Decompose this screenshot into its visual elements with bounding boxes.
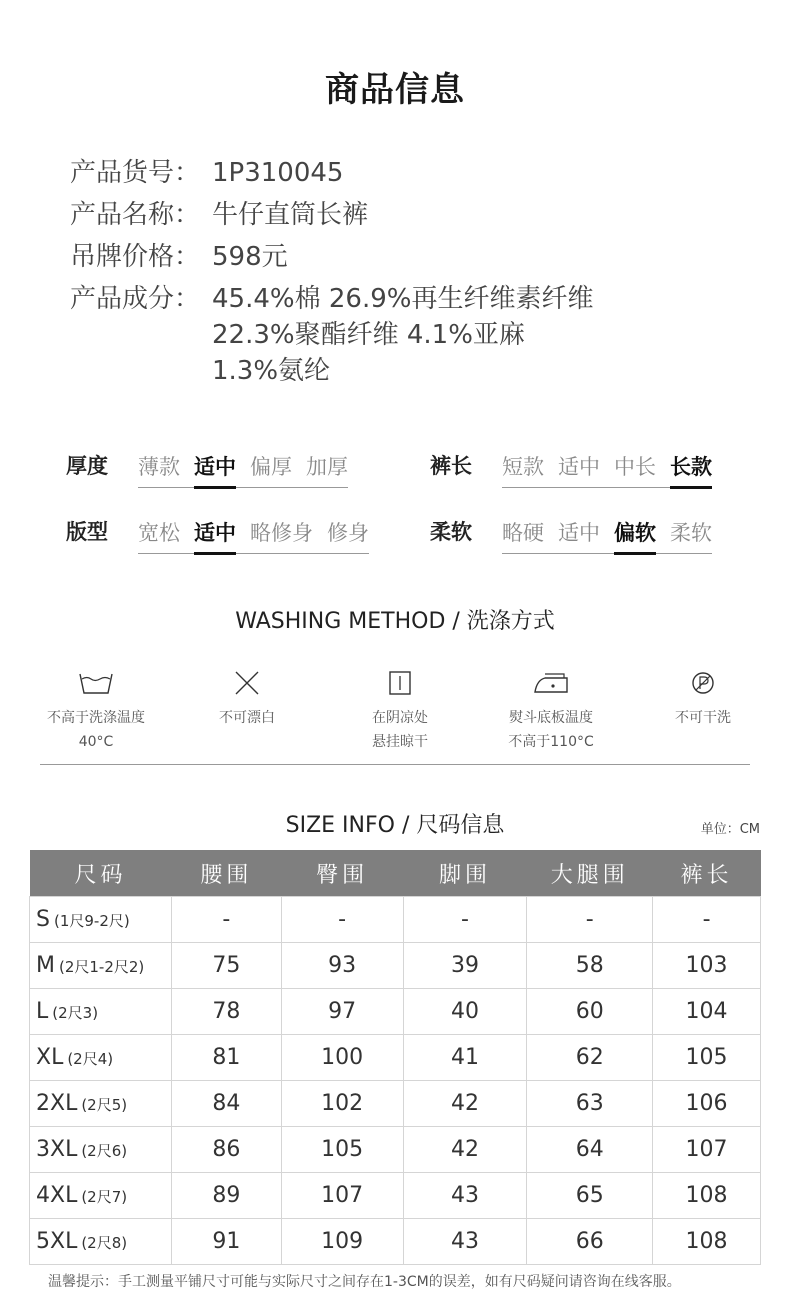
measurement-cell: 43 xyxy=(403,1173,527,1219)
size-sub-label: (2尺1-2尺2) xyxy=(58,958,145,976)
table-row xyxy=(30,989,761,1035)
wash-tub-icon xyxy=(78,670,114,696)
size-label: L xyxy=(36,999,49,1024)
product-composition xyxy=(212,278,593,389)
size-sub-label: (2尺3) xyxy=(52,1004,99,1022)
measurement-tip: 温馨提示：手工测量平铺尺寸可能与实际尺寸之间存在1-3CM的误差，如有尺码疑问请咨询在线客服。 xyxy=(48,1274,681,1290)
attr-fit xyxy=(66,516,369,554)
attr-options xyxy=(502,451,712,488)
composition-line: 22.3%聚酯纤维 4.1%亚麻 xyxy=(212,320,525,350)
header-cell: 大腿围 xyxy=(527,850,653,897)
info-label: 产品货号： xyxy=(70,158,201,188)
info-row-name xyxy=(70,194,593,236)
attr-options xyxy=(138,451,348,488)
attr-softness xyxy=(430,516,712,554)
size-label: 2XL xyxy=(36,1091,78,1116)
measurement-cell: - xyxy=(403,897,527,943)
measurement-cell: - xyxy=(527,897,653,943)
info-label: 吊牌价格： xyxy=(70,242,201,272)
no-dry-clean-icon xyxy=(685,670,721,696)
attr-option: 偏厚 xyxy=(250,455,292,479)
attr-options xyxy=(138,517,369,554)
wash-item-dry xyxy=(335,670,465,754)
measurement-cell: 43 xyxy=(403,1219,527,1265)
wash-text: 不可干洗 xyxy=(675,710,731,726)
wash-text: 悬挂晾干 xyxy=(372,734,428,750)
info-row-code xyxy=(70,152,593,194)
composition-line: 45.4%棉 26.9%再生纤维素纤维 xyxy=(212,284,594,314)
size-cell xyxy=(30,1127,172,1173)
wash-text: 40°C xyxy=(78,734,114,750)
measurement-cell: - xyxy=(281,897,403,943)
measurement-cell: 89 xyxy=(171,1173,281,1219)
measurement-cell: 105 xyxy=(653,1035,761,1081)
attr-option: 加厚 xyxy=(306,455,348,479)
measurement-cell: 64 xyxy=(527,1127,653,1173)
table-row xyxy=(30,1127,761,1173)
info-label: 产品名称： xyxy=(70,200,201,230)
size-sub-label: (2尺7) xyxy=(81,1188,128,1206)
measurement-cell: 63 xyxy=(527,1081,653,1127)
attr-option: 中长 xyxy=(614,455,656,479)
size-cell xyxy=(30,1173,172,1219)
table-row xyxy=(30,943,761,989)
attr-option: 宽松 xyxy=(138,521,180,545)
line-dry-shade-icon xyxy=(382,670,418,696)
page-title: 商品信息 xyxy=(325,70,465,110)
measurement-cell: 58 xyxy=(527,943,653,989)
washing-title: WASHING METHOD / 洗涤方式 xyxy=(235,609,555,634)
measurement-cell: 103 xyxy=(653,943,761,989)
measurement-cell: 65 xyxy=(527,1173,653,1219)
size-sub-label: (2尺5) xyxy=(81,1096,128,1114)
measurement-cell: 104 xyxy=(653,989,761,1035)
size-label: 4XL xyxy=(36,1183,78,1208)
attr-option-selected: 偏软 xyxy=(614,517,656,553)
measurement-cell: 108 xyxy=(653,1173,761,1219)
table-row xyxy=(30,1219,761,1265)
measurement-cell: 42 xyxy=(403,1081,527,1127)
iron-icon xyxy=(531,670,571,696)
size-label: 5XL xyxy=(36,1229,78,1254)
table-row xyxy=(30,897,761,943)
measurement-cell: 93 xyxy=(281,943,403,989)
attr-option: 略硬 xyxy=(502,521,544,545)
measurement-cell: 107 xyxy=(281,1173,403,1219)
attr-label: 版型 xyxy=(66,520,108,544)
info-row-composition xyxy=(70,278,593,389)
size-cell xyxy=(30,943,172,989)
size-label: XL xyxy=(36,1045,64,1070)
size-cell xyxy=(30,1219,172,1265)
measurement-cell: 102 xyxy=(281,1081,403,1127)
product-code: 1P310045 xyxy=(212,158,344,188)
wash-item-iron xyxy=(486,670,616,754)
table-row xyxy=(30,1081,761,1127)
measurement-cell: 60 xyxy=(527,989,653,1035)
size-label: M xyxy=(36,953,55,978)
measurement-cell: 66 xyxy=(527,1219,653,1265)
product-name: 牛仔直筒长裤 xyxy=(212,200,369,230)
attr-option: 适中 xyxy=(558,455,600,479)
attr-thickness xyxy=(66,450,348,488)
measurement-cell: 107 xyxy=(653,1127,761,1173)
composition-line: 1.3%氨纶 xyxy=(212,356,331,386)
size-label: S xyxy=(36,907,50,932)
size-unit: 单位：CM xyxy=(700,822,760,837)
measurement-cell: 106 xyxy=(653,1081,761,1127)
attr-length xyxy=(430,450,712,488)
header-cell: 尺码 xyxy=(30,850,172,897)
wash-item-temp xyxy=(31,670,161,754)
wash-text: 不可漂白 xyxy=(219,710,275,726)
measurement-cell: - xyxy=(653,897,761,943)
attr-label: 柔软 xyxy=(430,520,472,544)
size-table xyxy=(29,850,761,1265)
info-row-price xyxy=(70,236,593,278)
header-cell: 脚围 xyxy=(403,850,527,897)
wash-text: 熨斗底板温度 xyxy=(509,710,593,726)
measurement-cell: 62 xyxy=(527,1035,653,1081)
divider xyxy=(40,764,750,765)
product-price: 598元 xyxy=(212,242,288,272)
measurement-cell: 84 xyxy=(171,1081,281,1127)
attr-options xyxy=(502,517,712,554)
attr-label: 裤长 xyxy=(430,454,472,478)
size-sub-label: (1尺9-2尺) xyxy=(53,912,130,930)
measurement-cell: 75 xyxy=(171,943,281,989)
measurement-cell: 41 xyxy=(403,1035,527,1081)
wash-item-bleach xyxy=(182,670,312,730)
size-title: SIZE INFO / 尺码信息 xyxy=(285,813,505,838)
size-cell xyxy=(30,989,172,1035)
measurement-cell: 86 xyxy=(171,1127,281,1173)
table-row xyxy=(30,1035,761,1081)
header-cell: 裤长 xyxy=(653,850,761,897)
size-cell xyxy=(30,897,172,943)
size-sub-label: (2尺8) xyxy=(81,1234,128,1252)
header-cell: 腰围 xyxy=(171,850,281,897)
wash-text: 不高于洗涤温度 xyxy=(47,710,145,726)
attr-option-selected: 适中 xyxy=(194,517,236,553)
size-cell xyxy=(30,1035,172,1081)
attr-option: 柔软 xyxy=(670,521,712,545)
measurement-cell: 42 xyxy=(403,1127,527,1173)
header-cell: 臀围 xyxy=(281,850,403,897)
info-label: 产品成分： xyxy=(70,284,201,314)
measurement-cell: 108 xyxy=(653,1219,761,1265)
attr-option-selected: 长款 xyxy=(670,451,712,487)
attr-option-selected: 适中 xyxy=(194,451,236,487)
size-cell xyxy=(30,1081,172,1127)
wash-item-dryclean xyxy=(638,670,768,730)
attr-option: 薄款 xyxy=(138,455,180,479)
wash-text: 不高于110°C xyxy=(508,734,594,750)
measurement-cell: 39 xyxy=(403,943,527,989)
product-info xyxy=(70,152,593,389)
measurement-cell: 97 xyxy=(281,989,403,1035)
size-table-header xyxy=(30,850,761,897)
measurement-cell: 81 xyxy=(171,1035,281,1081)
measurement-cell: 105 xyxy=(281,1127,403,1173)
size-sub-label: (2尺6) xyxy=(81,1142,128,1160)
attr-label: 厚度 xyxy=(66,454,108,478)
no-bleach-icon xyxy=(229,670,265,696)
attr-option: 修身 xyxy=(327,521,369,545)
size-label: 3XL xyxy=(36,1137,78,1162)
table-row xyxy=(30,1173,761,1219)
attr-option: 适中 xyxy=(558,521,600,545)
measurement-cell: 100 xyxy=(281,1035,403,1081)
measurement-cell: - xyxy=(171,897,281,943)
size-sub-label: (2尺4) xyxy=(67,1050,114,1068)
wash-text: 在阴凉处 xyxy=(372,710,428,726)
measurement-cell: 40 xyxy=(403,989,527,1035)
measurement-cell: 109 xyxy=(281,1219,403,1265)
measurement-cell: 91 xyxy=(171,1219,281,1265)
attr-option: 短款 xyxy=(502,455,544,479)
attr-option: 略修身 xyxy=(250,521,313,545)
measurement-cell: 78 xyxy=(171,989,281,1035)
